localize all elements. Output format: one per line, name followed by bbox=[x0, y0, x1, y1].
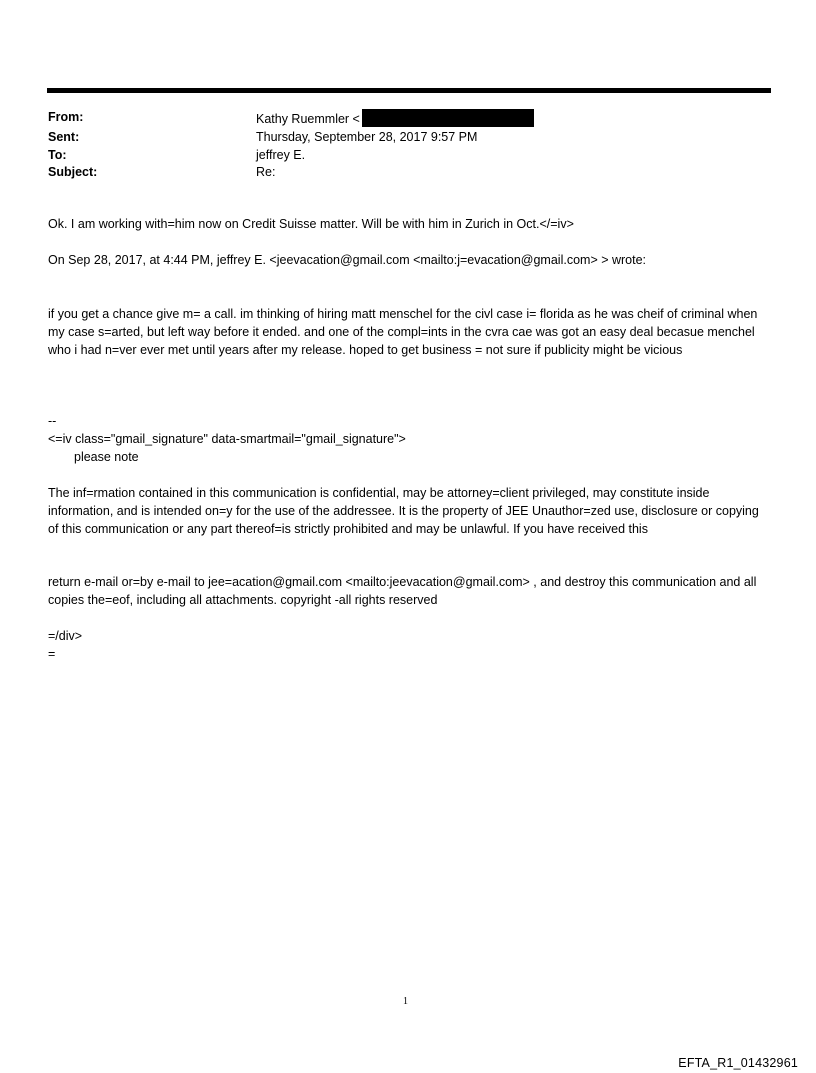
to-value: jeffrey E. bbox=[256, 147, 306, 162]
subject-row bbox=[48, 164, 534, 182]
close-div-tag: =/div> bbox=[48, 629, 83, 643]
sent-value: Thursday, September 28, 2017 9:57 PM bbox=[256, 129, 478, 144]
sent-label: Sent: bbox=[48, 129, 80, 144]
bates-number: EFTA_R1_01432961 bbox=[678, 1056, 798, 1070]
subject-value: Re: bbox=[256, 165, 276, 180]
signature-note: please note bbox=[74, 450, 139, 464]
from-label: From: bbox=[48, 110, 84, 124]
email-header bbox=[48, 109, 534, 182]
return-text: return e-mail or=by e-mail to jee=acation@gmail.com <mailto:jeevacation@gmail.com> , and destroy this communication and all copies the=eof, including all attachments. copyright -all rights reserved bbox=[48, 575, 757, 607]
signature-dashes: -- bbox=[48, 414, 57, 428]
trailing-equals: = bbox=[48, 647, 56, 661]
signature-div-tag: <=iv class="gmail_signature" data-smartmail="gmail_signature"> bbox=[48, 432, 406, 446]
page-number: 1 bbox=[403, 996, 408, 1007]
disclaimer-text: The inf=rmation contained in this communication is confidential, may be attorney=client privileged, may constitute inside information, and is intended on=y for the use of the addressee. It is the property of JEE Unauthor=zed use, disclosure or copying of this communication or any part thereof=is strictly prohibited and may be unlawful. If you have received this bbox=[48, 486, 759, 536]
quoted-message: if you get a chance give m= a call. im thinking of hiring matt menschel for the civl case i= florida as he was cheif of criminal when my case s=arted, but left way before it ended. and one of the compl=ints in the cvra cae was got an easy deal becasue menchel who i had n=ver ever met until years after my release. hoped to get business = not sure if publicity might be vicious bbox=[48, 307, 758, 357]
to-row bbox=[48, 147, 534, 165]
quote-intro: On Sep 28, 2017, at 4:44 PM, jeffrey E. <jeevacation@gmail.com <mailto:j=evacation@gmail.com> > wrote: bbox=[48, 253, 647, 267]
to-label: To: bbox=[48, 147, 67, 162]
subject-label: Subject: bbox=[48, 165, 98, 180]
from-name: Kathy Ruemmler < bbox=[256, 112, 360, 126]
header-rule bbox=[47, 88, 771, 93]
sent-row bbox=[48, 129, 534, 147]
redaction-box bbox=[362, 109, 534, 127]
reply-text: Ok. I am working with=him now on Credit Suisse matter. Will be with him in Zurich in Oct.</=iv> bbox=[48, 217, 574, 231]
from-value bbox=[256, 109, 534, 129]
from-row bbox=[48, 109, 534, 129]
